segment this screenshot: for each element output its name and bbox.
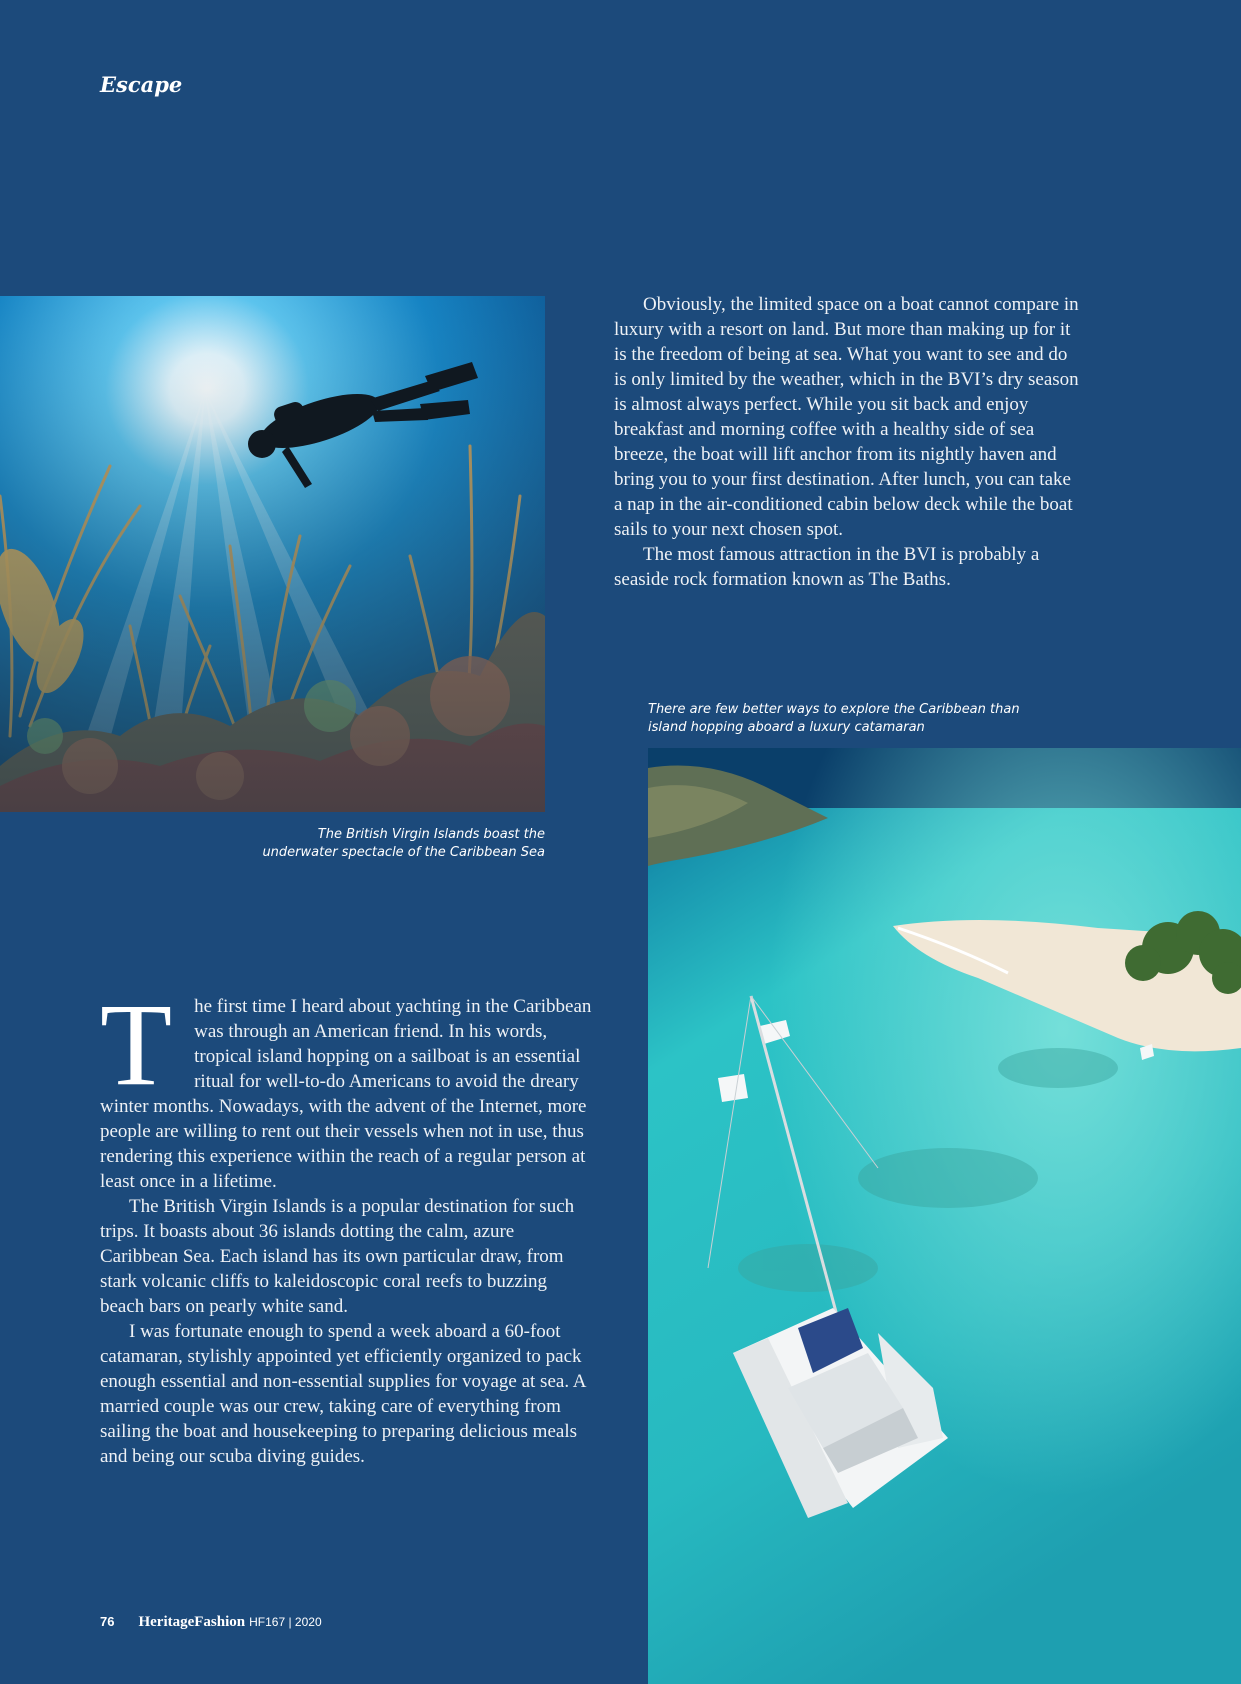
diver-photo xyxy=(0,296,545,812)
catamaran-photo xyxy=(648,748,1241,1684)
caption-line: island hopping aboard a luxury catamaran xyxy=(648,720,925,735)
caption-line: underwater spectacle of the Caribbean Sea xyxy=(262,845,545,860)
issue-label: HF167 | 2020 xyxy=(249,1615,322,1629)
page-footer xyxy=(100,1614,322,1631)
catamaran-photo-caption xyxy=(648,701,1078,737)
article-paragraph: The British Virgin Islands is a popular destination for such trips. It boasts about 36 islands dotting the calm, azure Caribbean Sea. Each island has its own particular draw, from stark volcanic cliffs to kaleidoscopic coral reefs to buzzing beach bars on pearly white sand. xyxy=(100,1196,575,1317)
article-paragraph: The most famous attraction in the BVI is probably a seaside rock formation known as The Baths. xyxy=(614,544,1040,590)
diver-photo-caption xyxy=(230,826,545,862)
caption-line: There are few better ways to explore the Caribbean than xyxy=(648,702,1020,717)
article-right-column xyxy=(614,292,1084,592)
page-number: 76 xyxy=(100,1614,115,1629)
caption-line: The British Virgin Islands boast the xyxy=(317,827,545,842)
article-paragraph: he first time I heard about yachting in the Caribbean was through an American friend. In his words, tropical island hopping on a sailboat is an essential ritual for well-to-do Americans to avoid the dreary winter months. Nowadays, with the advent of the Internet, more people are willing to rent out their vessels when not in use, thus rendering this experience within the reach of a regular person at least once in a lifetime. xyxy=(100,996,592,1192)
article-left-column xyxy=(100,979,592,1469)
article-paragraph: Obviously, the limited space on a boat cannot compare in luxury with a resort on land. But more than making up for it is the freedom of being at sea. What you want to see and do is only limited by the weather, which in the BVI’s dry season is almost always perfect. While you sit back and enjoy breakfast and morning coffee with a healthy side of sea breeze, the boat will lift anchor from its nightly haven and bring you to your first destination. After lunch, you can take a nap in the air-conditioned cabin below deck while the boat sails to your next chosen spot. xyxy=(614,294,1079,540)
magazine-brand: HeritageFashion xyxy=(138,1614,246,1630)
section-label: Escape xyxy=(100,72,183,97)
article-paragraph: I was fortunate enough to spend a week aboard a 60-foot catamaran, stylishly appointed yet efficiently organized to pack enough essential and non-essential supplies for voyage at sea. A married couple was our crew, taking care of everything from sailing the boat and housekeeping to preparing delicious meals and being our scuba diving guides. xyxy=(100,1321,586,1467)
drop-cap: T xyxy=(100,979,173,1110)
